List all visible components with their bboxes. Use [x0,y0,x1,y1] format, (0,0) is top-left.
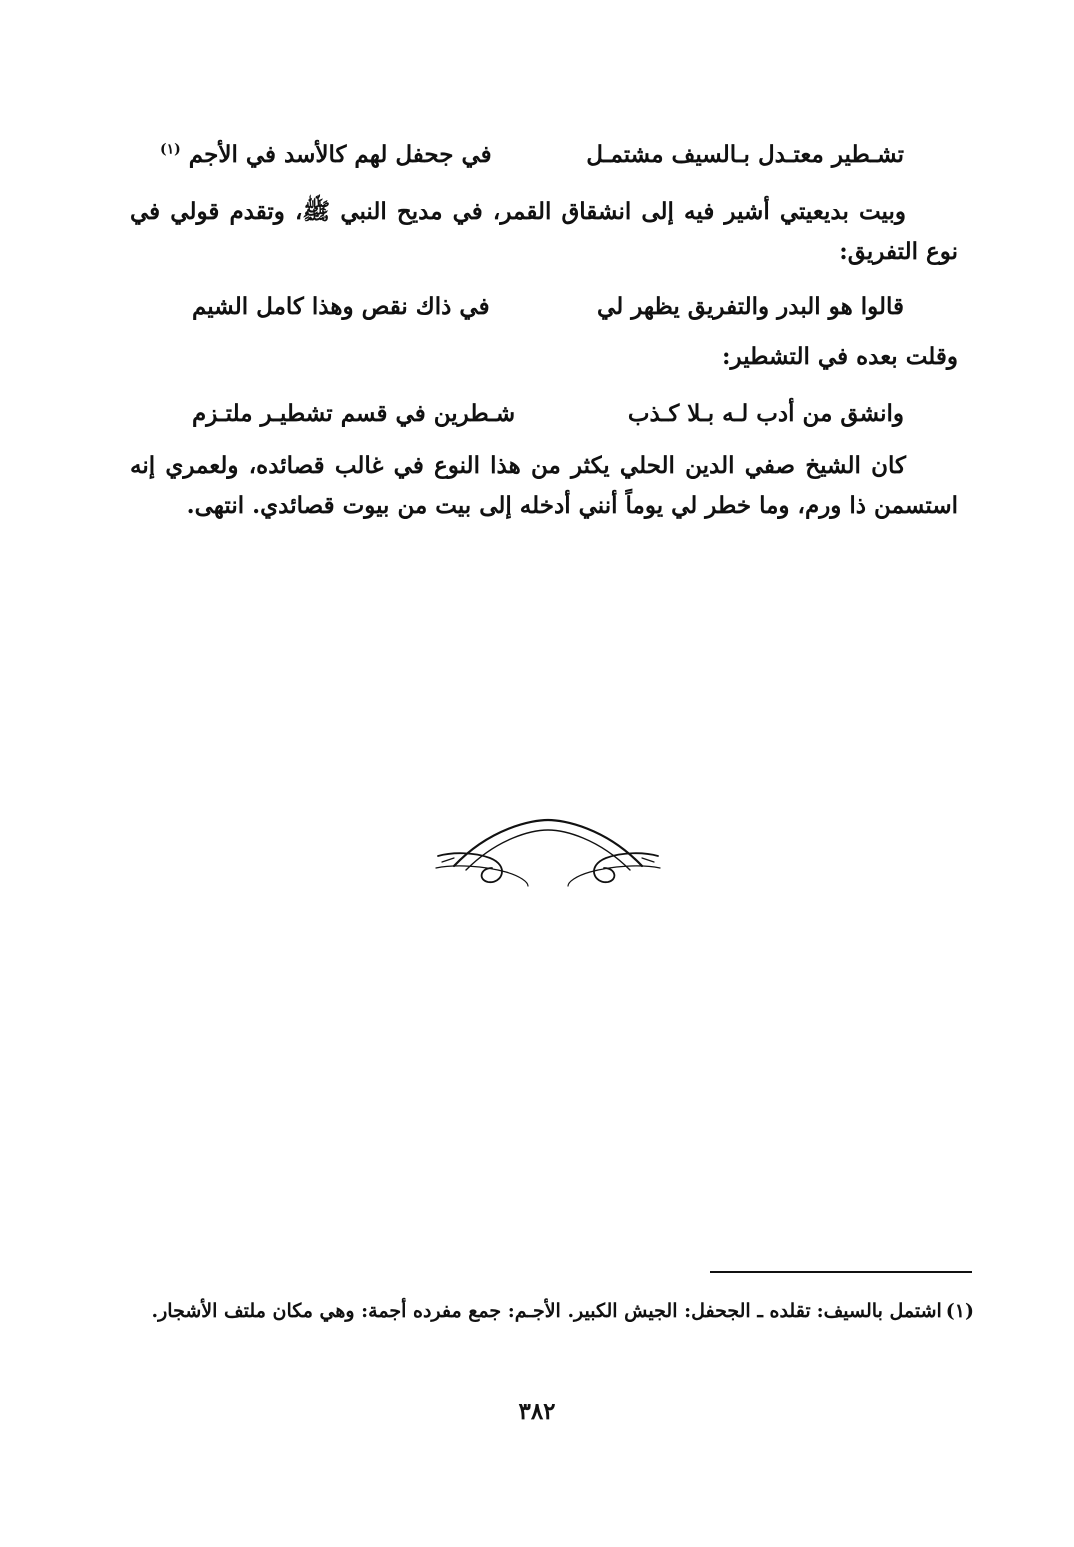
verse-second-hemistich [160,135,492,175]
footnote-text: تقلده ـ الجحفل: الجيش الكبير. الأجـم: جمع مفرده أجمة: وهي مكان ملتف الأشجار. [151,1300,811,1322]
verse-second-hemistich: شـطرين في قسم تشطيـر ملتـزم [192,400,516,427]
paragraph-intro [130,192,958,272]
footnote [140,1296,974,1326]
verse-line-3 [192,394,904,434]
verse-line-1 [160,135,904,175]
footnote-marker: (١) [945,1300,974,1322]
footnote-headword: اشتمل بالسيف: [816,1300,942,1322]
footnote-separator [710,1271,972,1273]
verse-first-hemistich: قالوا هو البدر والتفريق يظهر لي [597,293,904,320]
paragraph-hilli [130,446,958,526]
page-number: ٣٨٢ [518,1398,556,1425]
verse-first-hemistich: وانشق من أدب لـه بـلا كـذب [627,400,904,427]
verse-second-hemistich-text: في جحفل لهم كالأسد في الأجم [188,141,492,168]
paragraph-text: كان الشيخ صفي الدين الحلي يكثر من هذا النوع في غالب قصائده، ولعمري إنه استسمن ذا ورم، وما خطر لي يوماً أنني أدخله إلى بيت من بيوت قصائدي. انتهى. [130,452,958,519]
verse-first-hemistich: تشـطير معتـدل بـالسيف مشتمـل [586,141,904,168]
verse-second-hemistich: في ذاك نقص وهذا كامل الشيم [192,293,490,320]
paragraph-text: وقلت بعده في التشطير: [722,343,958,370]
flourish-ornament-icon [432,812,664,892]
paragraph-tashtir [130,337,958,377]
footnote-reference: (١) [160,141,181,158]
paragraph-text: وبيت بديعيتي أشير فيه إلى انشقاق القمر، في مديح النبي ﷺ، وتقدم قولي في نوع التفريق: [130,198,958,265]
verse-line-2 [192,287,904,327]
